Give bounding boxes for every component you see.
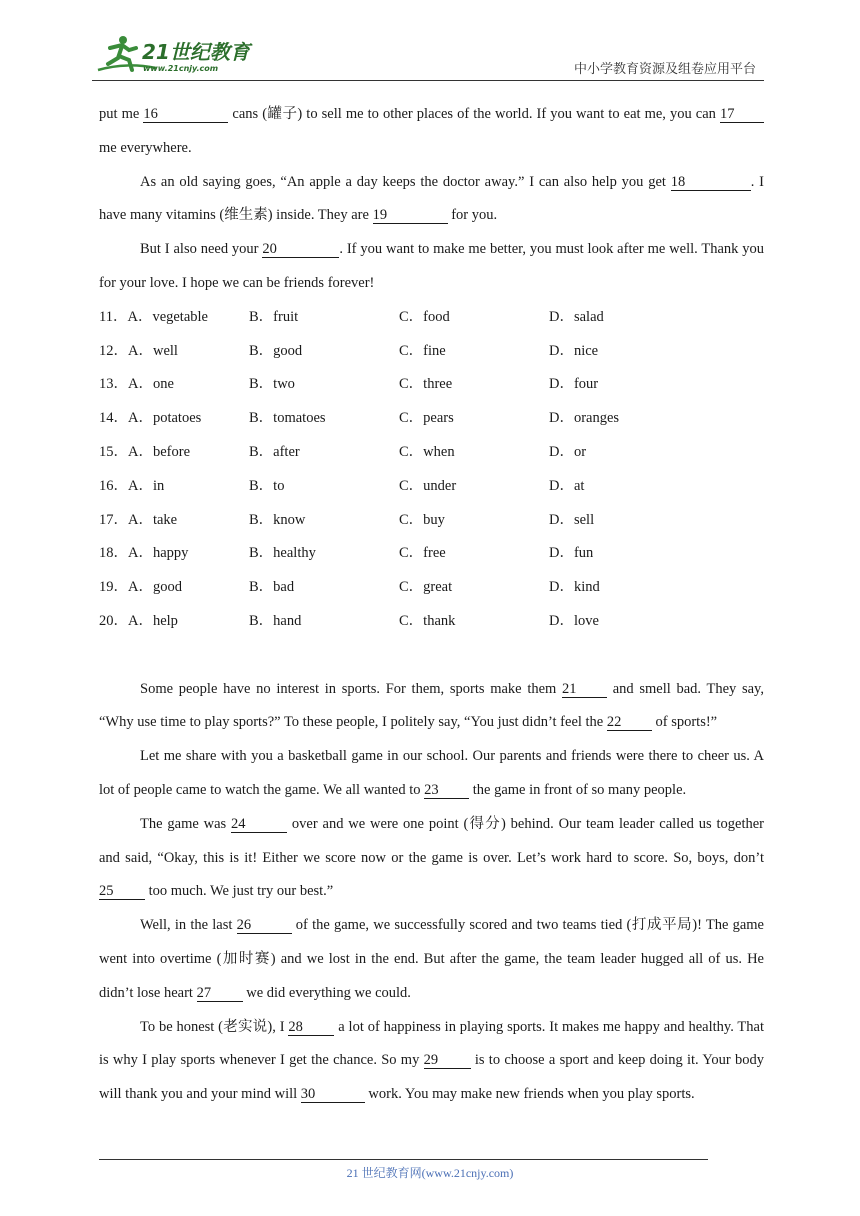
svg-text:21世纪教育: 21世纪教育	[142, 40, 250, 64]
question-row	[99, 504, 764, 538]
paragraph-text: too much. We just try our best.”	[145, 883, 334, 900]
option-cell	[549, 571, 699, 605]
option-cell	[99, 335, 249, 369]
paragraph-text: is to choose a sport and keep doing it. Your body will thank you and your mind will	[99, 1052, 764, 1103]
svg-text:www.21cnjy.com: www.21cnjy.com	[143, 64, 219, 73]
paragraph-text: But I also need your	[140, 241, 263, 258]
option-a[interactable]: A．happy	[128, 545, 189, 562]
option-c[interactable]: C．under	[399, 477, 457, 494]
option-a[interactable]: A．well	[128, 342, 178, 359]
question-number: 18．	[99, 545, 128, 562]
option-cell	[399, 504, 549, 538]
option-cell	[99, 537, 249, 571]
option-c[interactable]: C．food	[399, 308, 450, 325]
option-cell	[399, 436, 549, 470]
document-body	[99, 98, 764, 1112]
answer-blank: 17	[720, 106, 764, 123]
option-c[interactable]: C．three	[399, 376, 453, 393]
option-d[interactable]: D．at	[549, 477, 585, 494]
option-c[interactable]: C．pears	[399, 410, 454, 427]
paragraph-text: put me	[99, 106, 144, 122]
paragraph-text: As an old saying goes, “An apple a day keeps the doctor away.” I can also help you get	[140, 173, 671, 190]
option-cell	[249, 368, 399, 402]
option-b[interactable]: B．healthy	[249, 545, 316, 562]
option-cell	[399, 301, 549, 335]
platform-name: 中小学教育资源及组卷应用平台	[573, 62, 756, 77]
footer-divider	[99, 1159, 708, 1160]
option-cell	[99, 368, 249, 402]
paragraph-text: we did everything we could.	[242, 984, 411, 1001]
option-cell	[399, 335, 549, 369]
option-b[interactable]: B．good	[249, 342, 303, 359]
answer-blank: 29	[424, 1052, 471, 1069]
paragraph-text: Let me share with you a basketball game in our school. Our parents and friends were there to cheer us. A lot of people came to watch the game. We all wanted to	[99, 748, 764, 798]
option-cell	[399, 605, 549, 639]
paragraph-text: Some people have no interest in sports. For them, sports make them	[140, 680, 563, 697]
option-cell	[399, 537, 549, 571]
paragraph-text: for you.	[447, 207, 498, 224]
question-number: 12．	[99, 342, 128, 359]
option-a[interactable]: A．potatoes	[128, 410, 202, 427]
answer-blank: 24	[231, 816, 287, 833]
answer-blank: 25	[99, 883, 145, 900]
question-number: 14．	[99, 410, 128, 427]
footer-source: 21 世纪教育网(www.21cnjy.com)	[346, 1166, 514, 1180]
answer-blank: 28	[288, 1019, 334, 1036]
option-cell	[399, 470, 549, 504]
paragraph-text: Well, in the last	[140, 917, 237, 934]
option-cell	[549, 402, 699, 436]
answer-blank: 23	[424, 782, 469, 799]
paragraph	[99, 98, 764, 166]
question-row	[99, 335, 764, 369]
paragraph-text: To be honest (老实说), I	[140, 1018, 289, 1035]
option-d[interactable]: D．oranges	[549, 410, 620, 427]
option-cell	[399, 368, 549, 402]
paragraph-text: of sports!”	[651, 714, 718, 731]
answer-blank: 19	[373, 207, 448, 224]
option-b[interactable]: B．know	[249, 511, 306, 528]
option-b[interactable]: B．after	[249, 443, 300, 460]
answer-blank: 26	[237, 917, 292, 934]
option-cell	[249, 436, 399, 470]
option-c[interactable]: C．when	[399, 443, 455, 460]
option-cell	[249, 571, 399, 605]
answer-blank: 20	[262, 241, 339, 258]
option-cell	[249, 402, 399, 436]
paragraph-text: The game was	[140, 815, 232, 832]
question-number: 13．	[99, 376, 128, 393]
paragraph-text: the game in front of so many people.	[469, 781, 687, 798]
option-a[interactable]: A．good	[128, 579, 182, 596]
option-a[interactable]: A．help	[128, 612, 178, 629]
option-cell	[399, 402, 549, 436]
answer-blank: 16	[143, 106, 228, 123]
option-cell	[399, 571, 549, 605]
question-row	[99, 436, 764, 470]
option-d[interactable]: D．fun	[549, 545, 594, 562]
question-row	[99, 301, 764, 335]
option-cell	[549, 504, 699, 538]
option-cell	[249, 605, 399, 639]
option-cell	[99, 470, 249, 504]
question-row	[99, 402, 764, 436]
answer-blank: 27	[197, 985, 243, 1002]
option-c[interactable]: C．thank	[399, 612, 456, 629]
option-a[interactable]: A．vegetable	[127, 308, 208, 325]
option-a[interactable]: A．in	[128, 477, 165, 494]
option-a[interactable]: A．before	[128, 443, 191, 460]
option-cell	[549, 537, 699, 571]
answer-blank: 21	[562, 681, 607, 698]
option-d[interactable]: D．or	[549, 443, 587, 460]
option-cell	[249, 335, 399, 369]
option-cell	[249, 504, 399, 538]
paragraph-text: . If you want to make me better, you must look after me well. Thank you for your love. I hope we can be friends forever!	[99, 241, 764, 291]
answer-blank: 30	[301, 1086, 365, 1103]
paragraph-text: and smell bad. They say, “Why use time to play sports?” To these people, I politely say, “You just didn’t feel the	[99, 680, 764, 731]
page-header	[92, 32, 764, 81]
option-cell	[99, 436, 249, 470]
option-cell	[249, 470, 399, 504]
question-row	[99, 571, 764, 605]
option-cell	[249, 301, 399, 335]
option-d[interactable]: D．sell	[549, 511, 595, 528]
paragraph-text: of the game, we successfully scored and two teams tied (打成平局)! The game went into overtime (加时赛) and we lost in the end. But after the game, the team leader hugged all of us. He didn’t lose heart	[99, 917, 764, 1001]
answer-blank: 22	[607, 714, 652, 731]
question-number: 19．	[99, 579, 128, 596]
option-b[interactable]: B．two	[249, 376, 295, 393]
question-number: 20．	[99, 612, 128, 629]
question-row	[99, 605, 764, 639]
paragraph	[99, 673, 764, 741]
option-d[interactable]: D．four	[549, 376, 599, 393]
option-cell	[249, 537, 399, 571]
option-cell	[549, 605, 699, 639]
option-b[interactable]: B．fruit	[249, 308, 299, 325]
option-b[interactable]: B．tomatoes	[249, 410, 326, 427]
paragraph	[99, 1011, 764, 1112]
option-cell	[549, 368, 699, 402]
paragraph	[99, 909, 764, 1010]
paragraph-text: cans (罐子) to sell me to other places of the world. If you want to eat me, you can	[228, 106, 720, 122]
paragraph	[99, 166, 764, 234]
option-cell	[549, 301, 699, 335]
option-b[interactable]: B．bad	[249, 579, 295, 596]
option-a[interactable]: A．take	[128, 511, 178, 528]
option-cell	[549, 436, 699, 470]
site-logo	[96, 34, 266, 76]
question-number: 17．	[99, 511, 128, 528]
paragraph-text: work. You may make new friends when you play sports.	[364, 1086, 695, 1103]
paragraph	[99, 233, 764, 301]
question-row	[99, 368, 764, 402]
option-d[interactable]: D．nice	[549, 342, 599, 359]
option-cell	[99, 605, 249, 639]
paragraph-text: a lot of happiness in playing sports. It makes me happy and healthy. That is why I play sports whenever I get the chance. So my	[99, 1018, 764, 1069]
paragraph-text: over and we were one point (得分) behind. Our team leader called us together and said, “Okay, this is it! Either we score now or the game is over. Let’s work hard to score. So, boys, don’t	[99, 815, 764, 866]
option-c[interactable]: C．great	[399, 579, 453, 596]
question-number: 11．	[99, 308, 128, 325]
option-d[interactable]: D．salad	[549, 308, 604, 325]
option-cell	[99, 504, 249, 538]
option-d[interactable]: D．kind	[549, 579, 600, 596]
question-row	[99, 537, 764, 571]
question-number: 15．	[99, 443, 128, 460]
runner-logo-icon	[96, 34, 266, 76]
passage-1	[99, 98, 764, 301]
option-cell	[549, 470, 699, 504]
options-list	[99, 301, 764, 639]
option-cell	[549, 335, 699, 369]
option-c[interactable]: C．buy	[399, 511, 445, 528]
paragraph-text: . I have many vitamins (维生素) inside. They are	[99, 173, 764, 224]
option-c[interactable]: C．free	[399, 545, 446, 562]
option-b[interactable]: B．hand	[249, 612, 302, 629]
option-a[interactable]: A．one	[128, 376, 174, 393]
option-b[interactable]: B．to	[249, 477, 285, 494]
question-number: 16．	[99, 477, 128, 494]
paragraph	[99, 808, 764, 909]
passage-2	[99, 673, 764, 1112]
section-gap	[99, 639, 764, 673]
question-row	[99, 470, 764, 504]
paragraph	[99, 740, 764, 808]
option-c[interactable]: C．fine	[399, 342, 446, 359]
option-cell	[99, 571, 249, 605]
answer-blank: 18	[671, 174, 751, 191]
option-cell	[99, 402, 249, 436]
paragraph-text: me everywhere.	[99, 139, 192, 156]
option-d[interactable]: D．love	[549, 612, 599, 629]
option-cell	[99, 301, 249, 335]
